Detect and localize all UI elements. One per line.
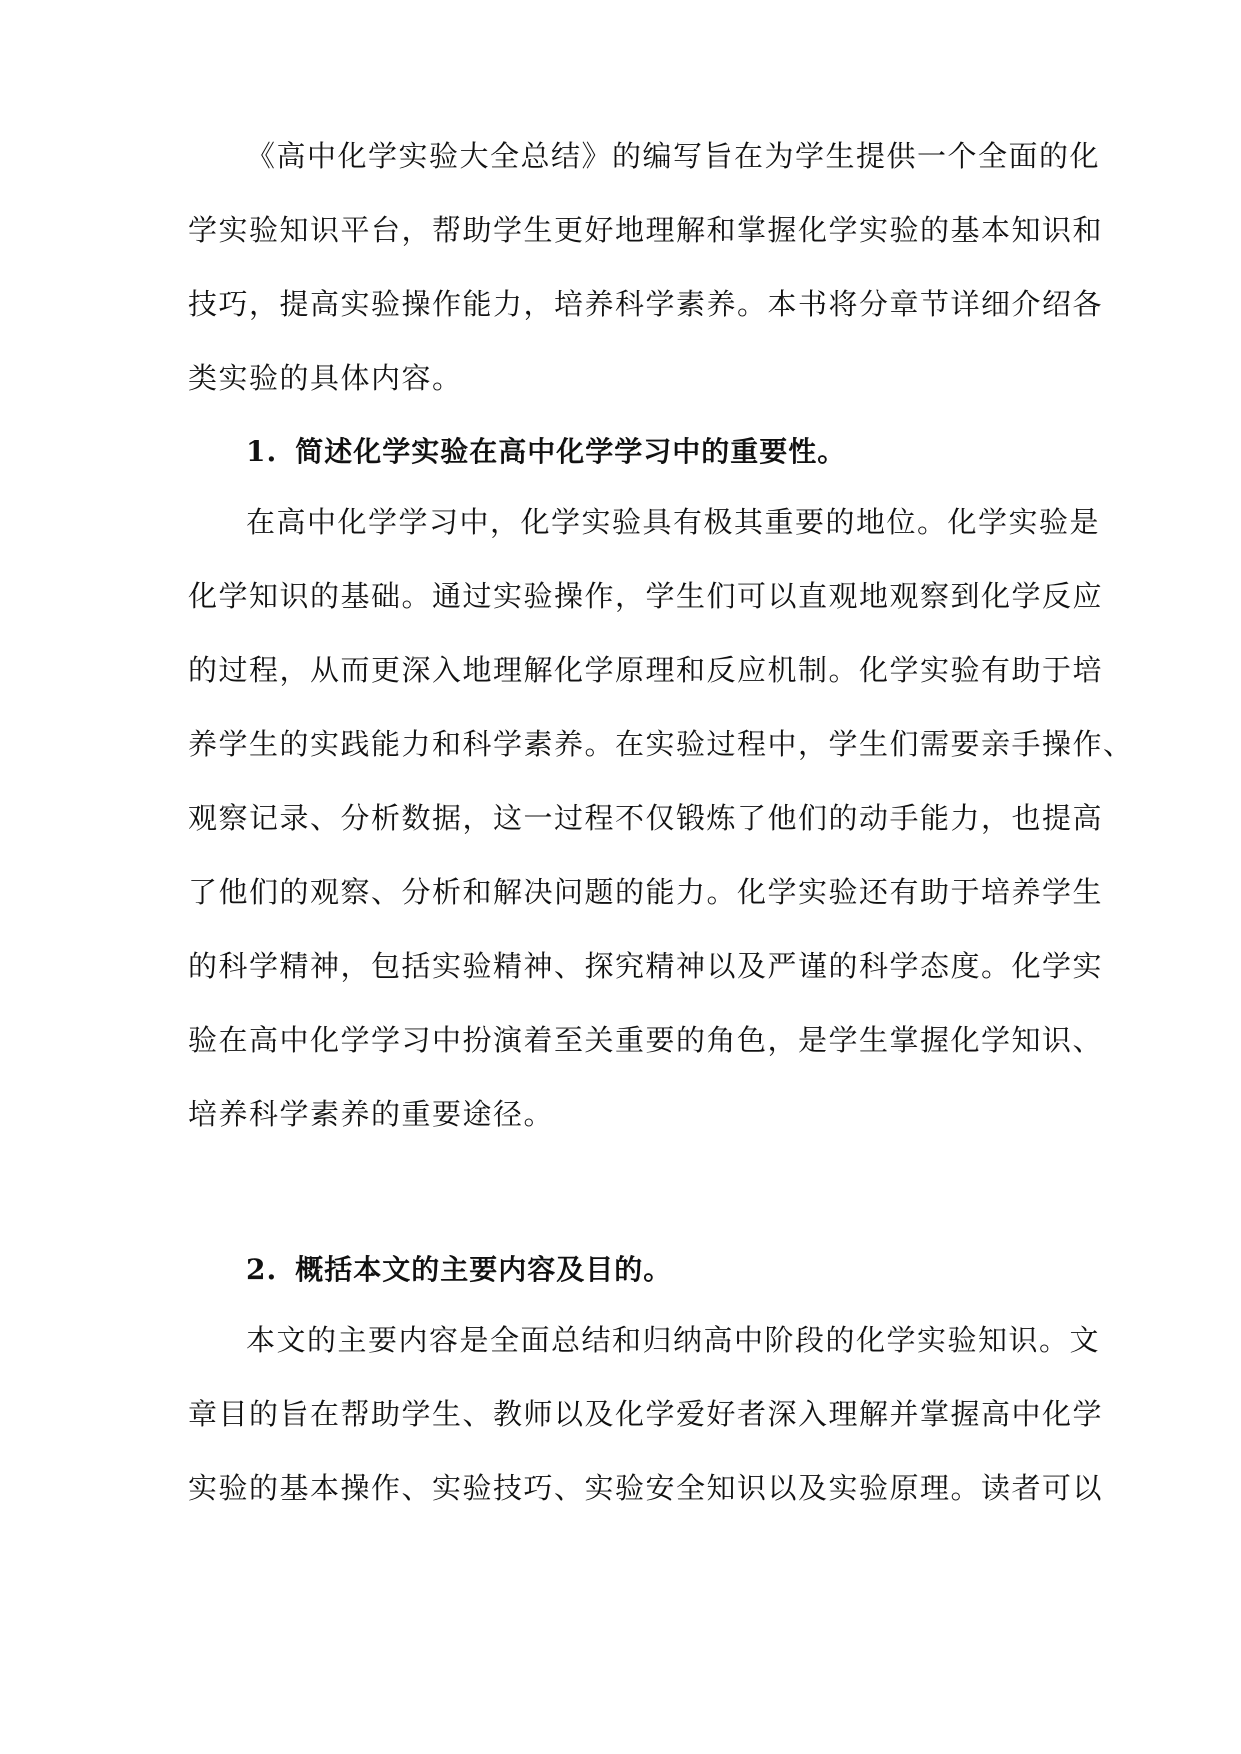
paragraph-line: 技巧，提高实验操作能力，培养科学素养。本书将分章节详细介绍各	[188, 287, 1104, 321]
section-1-heading	[188, 415, 1068, 489]
paragraph-line: 《高中化学实验大全总结》的编写旨在为学生提供一个全面的化	[246, 139, 1101, 173]
paragraph-line: 学实验知识平台，帮助学生更好地理解和掌握化学实验的基本知识和	[188, 213, 1104, 247]
paragraph-line: 养学生的实践能力和科学素养。在实验过程中，学生们需要亲手操作、	[188, 727, 1134, 761]
section-number: 2.	[246, 1253, 278, 1286]
paragraph-line: 的过程，从而更深入地理解化学原理和反应机制。化学实验有助于培	[188, 653, 1104, 687]
section-2-heading	[188, 1233, 1068, 1307]
paragraph-line: 的科学精神，包括实验精神、探究精神以及严谨的科学态度。化学实	[188, 949, 1104, 983]
paragraph-line: 培养科学素养的重要途径。	[188, 1097, 555, 1131]
intro-paragraph	[188, 119, 1104, 415]
paragraph-line: 实验的基本操作、实验技巧、实验安全知识以及实验原理。读者可以	[188, 1471, 1104, 1505]
paragraph-line: 了他们的观察、分析和解决问题的能力。化学实验还有助于培养学生	[188, 875, 1104, 909]
paragraph-line: 验在高中化学学习中扮演着至关重要的角色，是学生掌握化学知识、	[188, 1023, 1104, 1057]
section-title: 概括本文的主要内容及目的。	[295, 1253, 673, 1286]
paragraph-line: 观察记录、分析数据，这一过程不仅锻炼了他们的动手能力，也提高	[188, 801, 1104, 835]
section-number: 1.	[246, 435, 278, 468]
paragraph-line: 章目的旨在帮助学生、教师以及化学爱好者深入理解并掌握高中化学	[188, 1397, 1104, 1431]
section-1-paragraph	[188, 485, 1134, 1151]
paragraph-line: 在高中化学学习中，化学实验具有极其重要的地位。化学实验是	[246, 505, 1101, 539]
paragraph-line: 化学知识的基础。通过实验操作，学生们可以直观地观察到化学反应	[188, 579, 1104, 613]
section-title: 简述化学实验在高中化学学习中的重要性。	[295, 435, 847, 468]
section-2-paragraph	[188, 1303, 1104, 1525]
paragraph-line: 类实验的具体内容。	[188, 361, 463, 395]
paragraph-line: 本文的主要内容是全面总结和归纳高中阶段的化学实验知识。文	[246, 1323, 1101, 1357]
